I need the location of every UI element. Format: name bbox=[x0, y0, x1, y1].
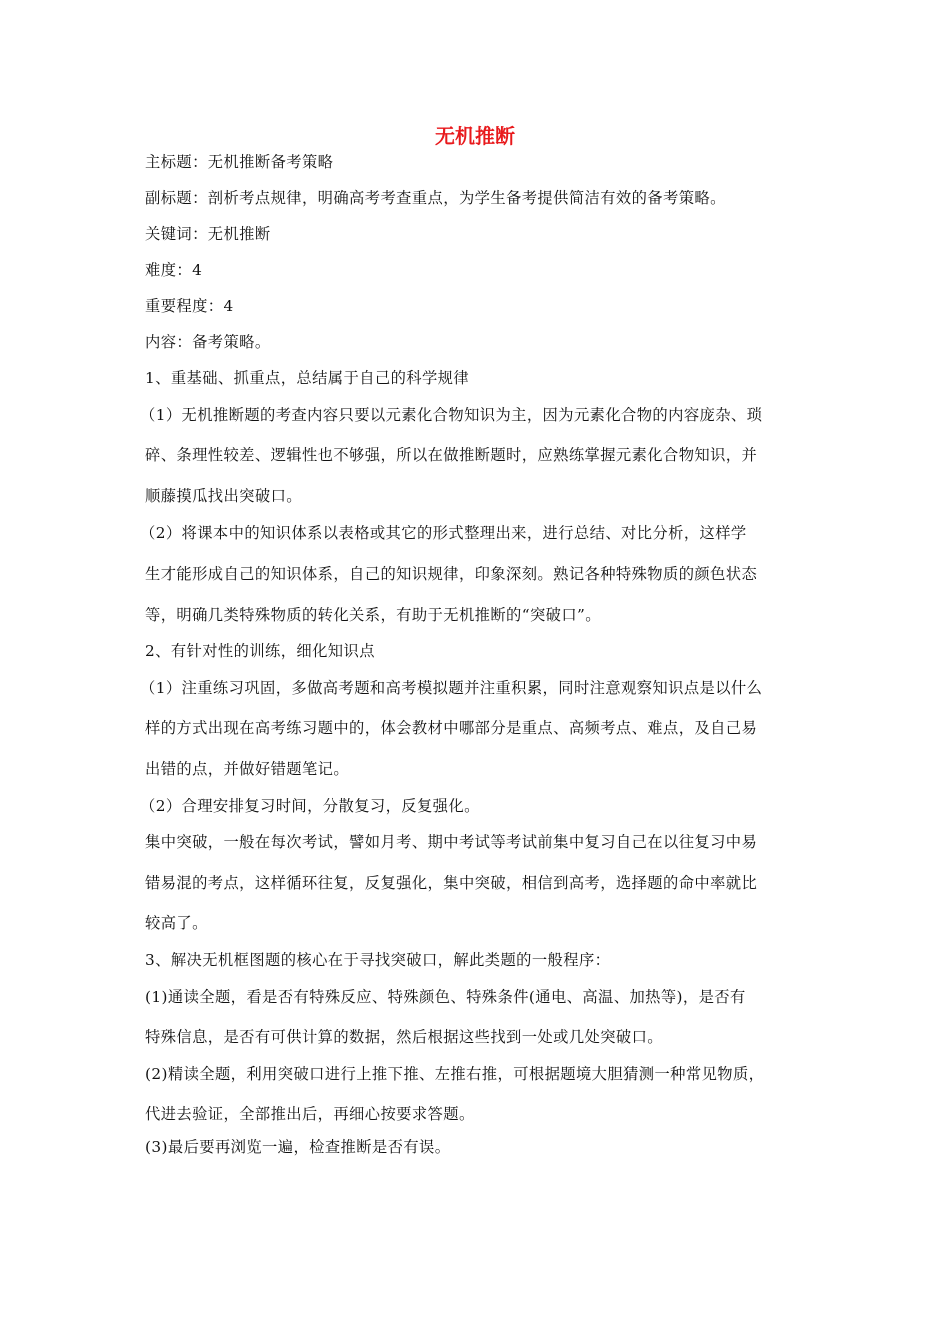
paragraph-line: 较高了。 bbox=[145, 914, 208, 932]
paragraph-line: （1）注重练习巩固，多做高考题和高考模拟题并注重积累，同时注意观察知识点是以什么 bbox=[140, 679, 763, 697]
difficulty-line: 难度：4 bbox=[145, 261, 203, 279]
paragraph-line: （1）无机推断题的考查内容只要以元素化合物知识为主，因为元素化合物的内容庞杂、琐 bbox=[140, 406, 763, 424]
paragraph-line: 顺藤摸瓜找出突破口。 bbox=[145, 487, 302, 505]
paragraph-line: 碎、条理性较差、逻辑性也不够强，所以在做推断题时，应熟练掌握元素化合物知识，并 bbox=[145, 446, 758, 464]
paragraph-line: 生才能形成自己的知识体系，自己的知识规律，印象深刻。熟记各种特殊物质的颜色状态 bbox=[145, 565, 758, 583]
paragraph-line: （2）合理安排复习时间，分散复习，反复强化。 bbox=[140, 797, 480, 815]
paragraph-line: 等，明确几类特殊物质的转化关系，有助于无机推断的“突破口”。 bbox=[145, 606, 601, 624]
subtitle-line: 副标题：剖析考点规律，明确高考考查重点，为学生备考提供简洁有效的备考策略。 bbox=[145, 189, 726, 207]
section-heading-3: 3、解决无机框图题的核心在于寻找突破口，解此类题的一般程序： bbox=[145, 951, 611, 969]
paragraph-line: （2）将课本中的知识体系以表格或其它的形式整理出来，进行总结、对比分析，这样学 bbox=[140, 524, 747, 542]
keywords-line: 关键词：无机推断 bbox=[145, 225, 271, 243]
importance-line: 重要程度：4 bbox=[145, 297, 234, 315]
section-heading-1: 1、重基础、抓重点，总结属于自己的科学规律 bbox=[145, 369, 470, 387]
paragraph-line: 集中突破，一般在每次考试，譬如月考、期中考试等考试前集中复习自己在以往复习中易 bbox=[145, 833, 758, 851]
paragraph-line: 代进去验证，全部推出后，再细心按要求答题。 bbox=[145, 1105, 475, 1123]
paragraph-line: 特殊信息，是否有可供计算的数据，然后根据这些找到一处或几处突破口。 bbox=[145, 1028, 663, 1046]
section-heading-2: 2、有针对性的训练，细化知识点 bbox=[145, 642, 375, 660]
paragraph-line: 错易混的考点，这样循环往复，反复强化，集中突破，相信到高考，选择题的命中率就比 bbox=[145, 874, 758, 892]
paragraph-line: 样的方式出现在高考练习题中的，体会教材中哪部分是重点、高频考点、难点，及自己易 bbox=[145, 719, 758, 737]
paragraph-line: (1)通读全题，看是否有特殊反应、特殊颜色、特殊条件(通电、高温、加热等)，是否有 bbox=[145, 988, 746, 1006]
paragraph-line: (3)最后要再浏览一遍，检查推断是否有误。 bbox=[145, 1138, 451, 1156]
paragraph-line: 出错的点，并做好错题笔记。 bbox=[145, 760, 350, 778]
content-line: 内容：备考策略。 bbox=[145, 333, 271, 351]
paragraph-line: (2)精读全题，利用突破口进行上推下推、左推右推，可根据题境大胆猜测一种常见物质， bbox=[145, 1065, 765, 1083]
main-title-line: 主标题：无机推断备考策略 bbox=[145, 153, 334, 171]
document-title: 无机推断 bbox=[435, 124, 515, 148]
